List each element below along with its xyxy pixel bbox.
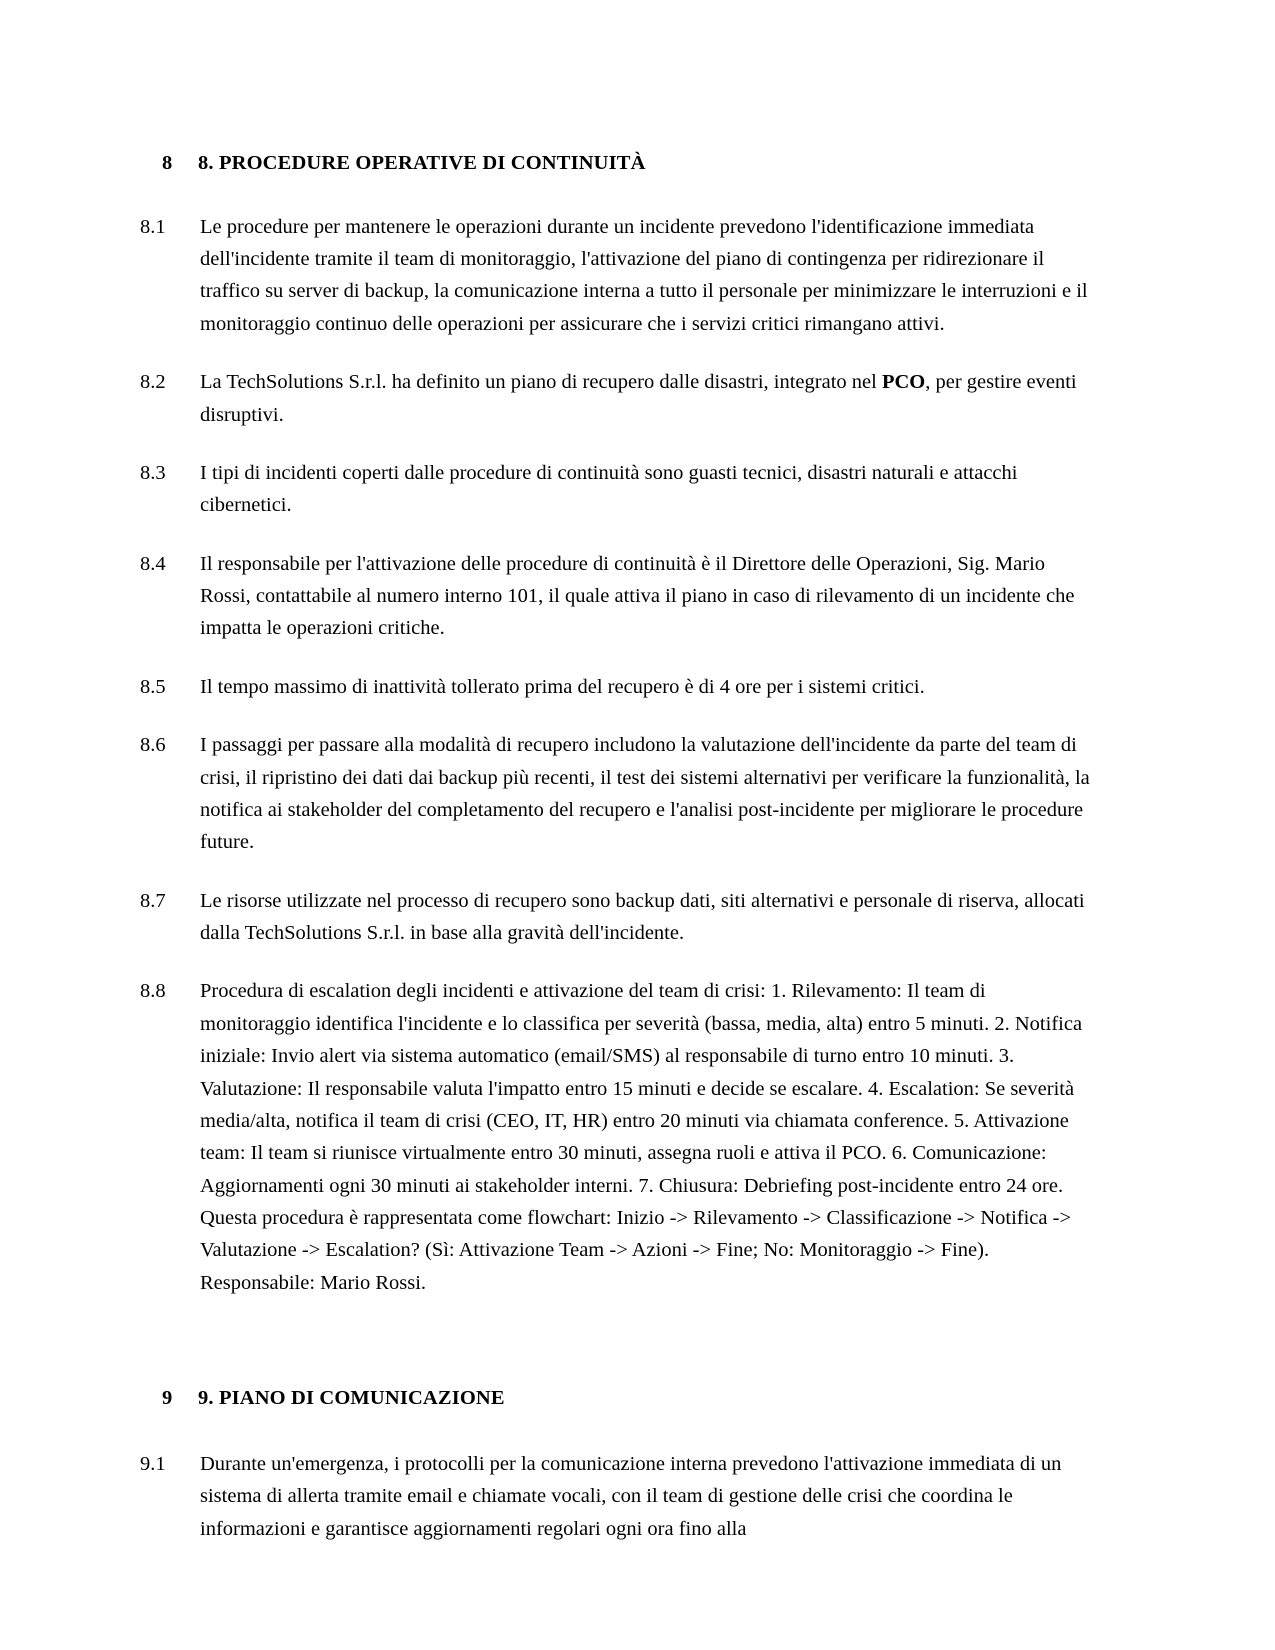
clause-8-1-number: 8.1 [140,215,166,238]
clause-8-8-text: Procedura di escalation degli incidenti e attivazione del team di crisi: 1. Rilevamento: Il team di monitoraggio identifica l'incidente e lo classifica per severità (bassa, media, alta) entro 5 minuti. 2. Notifica iniziale: Invio alert via sistema automatico (email/SMS) al responsabile di turno entro 10 minuti. 3. Valutazione: Il responsabile valuta l'impatto entro 15 minuti e decide se escalare. 4. Escalation: Se severità media/alta, notifica il team di crisi (CEO, IT, HR) entro 20 minuti via chiamata conference. 5. Attivazione team: Il team si riunisce virtualmente entro 30 minuti, assegna ruoli e attiva il PCO. 6. Comunicazione: Aggiornamenti ogni 30 minuti ai stakeholder interni. 7. Chiusura: Debriefing post-incidente entro 24 ore. Questa procedura è rappresentata come flowchart: Inizio -> Rilevamento -> Classificazione -> Notifica -> Valutazione -> Escalation? (Sì: Attivazione Team -> Azioni -> Fine; No: Monitoraggio -> Fine). Responsabile: Mario Rossi. [200,980,1083,1294]
clause-8-7-number: 8.7 [140,889,166,912]
section-heading-8-title: 8. PROCEDURE OPERATIVE DI CONTINUITÀ [198,152,646,174]
clause-8-4 [140,548,1090,645]
clause-8-2-text [200,366,1090,431]
section-heading-9-number: 9 [162,1387,173,1410]
clause-8-1-text: Le procedure per mantenere le operazioni durante un incidente prevedono l'identificazione immediata dell'incidente tramite il team di monitoraggio, l'attivazione del piano di contingenza per ridirezionare il traffico su server di backup, la comunicazione interna a tutto il personale per minimizzare le interruzioni e il monitoraggio continuo delle operazioni per assicurare che i servizi critici rimangano attivi. [200,215,1088,335]
section-heading-8-number: 8 [162,152,173,174]
clause-8-2-text-lead: La TechSolutions S.r.l. ha definito un piano di recupero dalle disastri, integrato nel [200,371,882,394]
clause-9-1 [140,1448,1090,1545]
clause-8-3-text: I tipi di incidenti coperti dalle procedure di continuità sono guasti tecnici, disastri naturali e attacchi cibernetici. [200,461,1018,517]
clause-8-7-text: Le risorse utilizzate nel processo di recupero sono backup dati, siti alternativi e personale di riserva, allocati dalla TechSolutions S.r.l. in base alla gravità dell'incidente. [200,889,1085,945]
clause-8-6-text: I passaggi per passare alla modalità di recupero includono la valutazione dell'incidente da parte del team di crisi, il ripristino dei dati dai backup più recenti, il test dei sistemi alternativi per verificare la funzionalità, la notifica ai stakeholder del completamento del recupero e l'analisi post-incidente per migliorare le procedure future. [200,734,1090,854]
clause-8-4-number: 8.4 [140,552,166,575]
clause-8-6-number: 8.6 [140,734,166,757]
clause-8-4-text: Il responsabile per l'attivazione delle procedure di continuità è il Direttore delle Operazioni, Sig. Mario Rossi, contattabile al numero interno 101, il quale attiva il piano in caso di rilevamento di un incidente che impatta le operazioni critiche. [200,552,1075,640]
clause-9-1-number: 9.1 [140,1452,166,1475]
clause-8-3-number: 8.3 [140,461,166,484]
clause-8-2-number: 8.2 [140,371,166,394]
clause-8-2 [140,366,1090,431]
clause-8-6 [140,729,1090,859]
clause-8-5 [140,671,1090,703]
section-heading-8 [140,150,1090,177]
clause-9-1-text: Durante un'emergenza, i protocolli per la comunicazione interna prevedono l'attivazione immediata di un sistema di allerta tramite email e chiamate vocali, con il team di gestione delle crisi che coordina le informazioni e garantisce aggiornamenti regolari ogni ora fino alla [200,1452,1062,1540]
clause-8-3 [140,457,1090,522]
section-heading-9-title: 9. PIANO DI COMUNICAZIONE [198,1387,505,1410]
clause-8-2-text-tail: , per gestire eventi disruptivi. [200,371,1077,426]
section-heading-9 [140,1385,1090,1412]
clause-8-5-number: 8.5 [140,675,166,698]
clause-8-8-number: 8.8 [140,980,166,1003]
clause-8-8 [140,975,1090,1299]
clause-8-1 [140,211,1090,341]
clause-8-5-text: Il tempo massimo di inattività tollerato prima del recupero è di 4 ore per i sistemi critici. [200,675,925,698]
clause-8-7 [140,885,1090,950]
clause-8-2-emphasis-pco: PCO [881,371,926,394]
